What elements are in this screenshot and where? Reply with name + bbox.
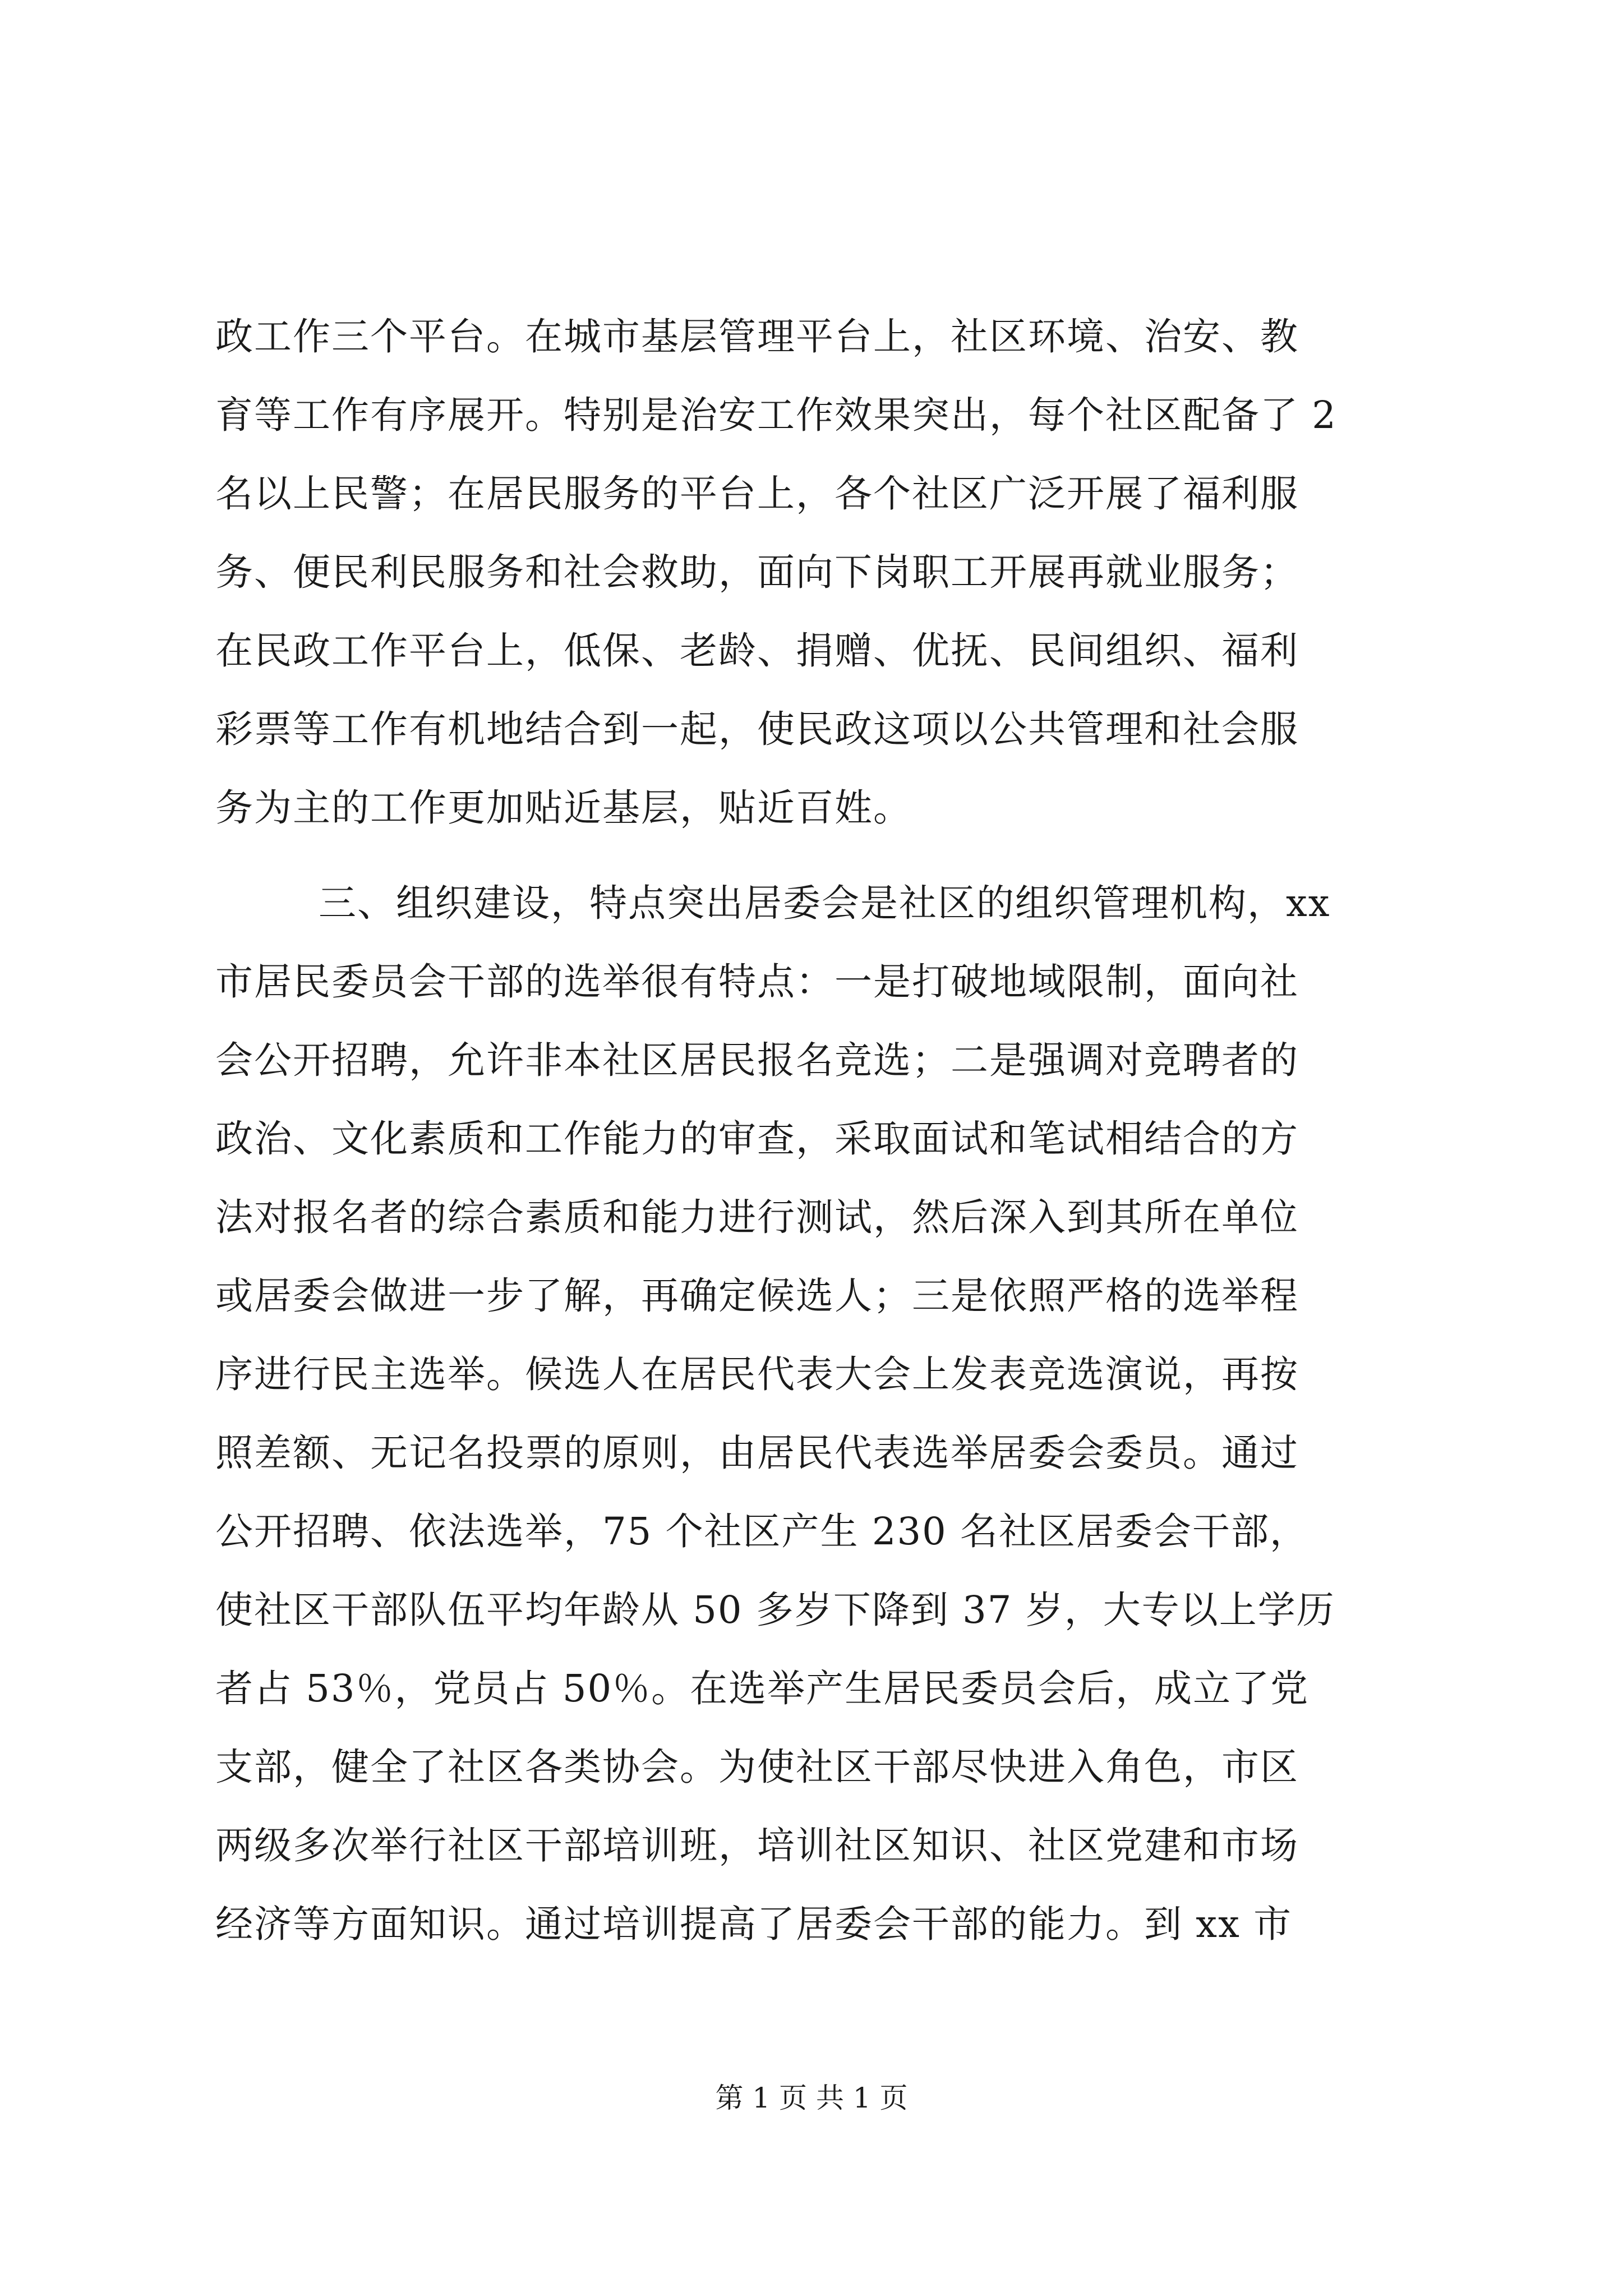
text-line: 在民政工作平台上，低保、老龄、捐赠、优抚、民间组织、福利 (215, 629, 1299, 673)
text-line: 会公开招聘，允许非本社区居民报名竞选；二是强调对竞聘者的 (215, 1038, 1299, 1082)
text-line: 务为主的工作更加贴近基层，贴近百姓。 (215, 786, 912, 830)
paragraph-start-line: 三、组织建设，特点突出居委会是社区的组织管理机构，xx (319, 881, 1331, 925)
text-line: 使社区干部队伍平均年龄从 50 多岁下降到 37 岁，大专以上学历 (215, 1588, 1335, 1632)
text-line: 务、便民利民服务和社会救助，面向下岗职工开展再就业服务； (215, 550, 1299, 594)
text-line: 公开招聘、依法选举，75 个社区产生 230 名社区居委会干部， (215, 1510, 1309, 1553)
text-line: 经济等方面知识。通过培训提高了居委会干部的能力。到 xx 市 (215, 1902, 1293, 1946)
text-line: 市居民委员会干部的选举很有特点：一是打破地域限制，面向社 (215, 960, 1299, 1004)
text-line: 支部，健全了社区各类协会。为使社区干部尽快进入角色，市区 (215, 1745, 1299, 1789)
text-line: 政工作三个平台。在城市基层管理平台上，社区环境、治安、教 (215, 315, 1299, 358)
text-line: 照差额、无记名投票的原则，由居民代表选举居委会委员。通过 (215, 1431, 1299, 1475)
page-footer: 第 1 页 共 1 页 (715, 2082, 908, 2114)
text-line: 育等工作有序展开。特别是治安工作效果突出，每个社区配备了 2 (215, 393, 1337, 437)
text-line: 者占 53％，党员占 50％。在选举产生居民委员会后，成立了党 (215, 1667, 1310, 1710)
text-line: 名以上民警；在居民服务的平台上，各个社区广泛开展了福利服 (215, 472, 1299, 516)
text-line: 法对报名者的综合素质和能力进行测试，然后深入到其所在单位 (215, 1195, 1299, 1239)
text-line: 或居委会做进一步了解，再确定候选人；三是依照严格的选举程 (215, 1274, 1299, 1318)
text-line: 序进行民主选举。候选人在居民代表大会上发表竞选演说，再按 (215, 1352, 1299, 1396)
text-line: 政治、文化素质和工作能力的审查，采取面试和笔试相结合的方 (215, 1117, 1299, 1161)
text-line: 彩票等工作有机地结合到一起，使民政这项以公共管理和社会服 (215, 707, 1299, 751)
text-line: 两级多次举行社区干部培训班，培训社区知识、社区党建和市场 (215, 1824, 1299, 1867)
